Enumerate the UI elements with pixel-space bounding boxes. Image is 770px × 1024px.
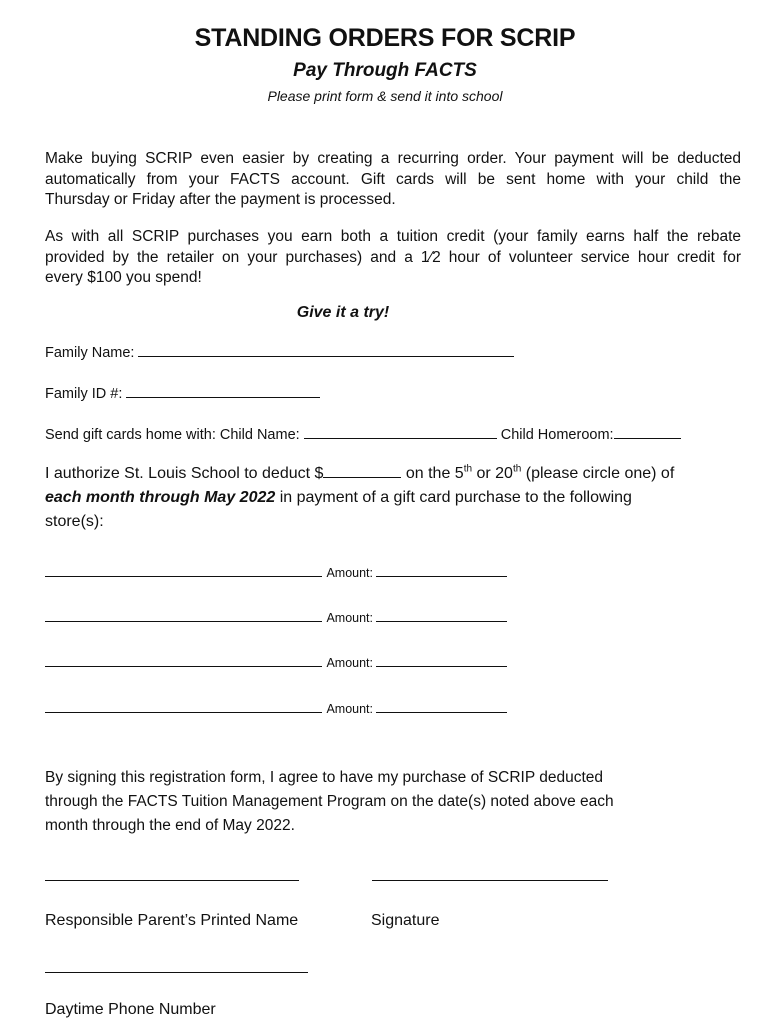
amount-label: Amount: (326, 656, 377, 670)
intro-paragraph-2 (45, 227, 741, 289)
amount-label: Amount: (326, 566, 377, 580)
homeroom-field[interactable] (614, 424, 681, 439)
store-row (45, 698, 507, 718)
authorization-text: (please circle one) of (521, 465, 675, 482)
homeroom-label: Child Homeroom: (500, 427, 614, 443)
intro-p2-line: every $100 you spend! (45, 269, 202, 286)
intro-p1-line: Thursday or Friday after the payment is processed. (45, 191, 396, 208)
send-home-row (45, 424, 681, 443)
ordinal-suffix: th (512, 463, 522, 475)
authorization-line-2 (45, 486, 674, 510)
authorization-statement (45, 462, 674, 534)
authorization-text: on the 5 (401, 465, 464, 482)
store-row (45, 652, 507, 672)
amount-label: Amount: (326, 611, 377, 625)
family-id-field[interactable] (126, 383, 320, 398)
authorization-text: or 20 (472, 465, 513, 482)
print-instruction: Please print form & send it into school (267, 88, 503, 104)
store-name-field[interactable] (45, 698, 322, 713)
store-name-field[interactable] (45, 607, 322, 622)
family-id-label: Family ID #: (45, 386, 127, 402)
parent-name-label: Responsible Parent’s Printed Name (45, 912, 299, 929)
store-name-field[interactable] (45, 652, 322, 667)
phone-label: Daytime Phone Number (45, 1001, 216, 1018)
ordinal-suffix: th (463, 463, 473, 475)
authorization-text: I authorize St. Louis School to deduct $ (45, 465, 324, 482)
signature-field[interactable] (372, 880, 608, 881)
consent-line: through the FACTS Tuition Management Program on the date(s) noted above each (45, 793, 614, 810)
authorization-line-1 (45, 462, 674, 486)
store-row (45, 607, 507, 627)
amount-label: Amount: (326, 702, 377, 716)
intro-p1-line: Make buying SCRIP even easier by creating a recurring order. Your payment will be deducted (45, 150, 741, 167)
intro-p2-line: As with all SCRIP purchases you earn both a tuition credit (your family earns half the rebate (45, 228, 741, 245)
family-name-row (45, 342, 514, 361)
page-title: STANDING ORDERS FOR SCRIP (194, 24, 576, 52)
consent-line: month through the end of May 2022. (45, 817, 295, 834)
intro-p2-line: provided by the retailer on your purchases) and a 1⁄2 hour of volunteer service hour credit for (45, 248, 741, 266)
intro-paragraph-1 (45, 149, 741, 211)
family-name-field[interactable] (138, 342, 514, 357)
store-row (45, 562, 507, 582)
authorization-emphasis: each month through May 2022 (45, 489, 276, 506)
store-amount-field[interactable] (376, 607, 507, 622)
parent-name-field[interactable] (45, 880, 299, 881)
family-name-label: Family Name: (45, 345, 139, 361)
store-amount-field[interactable] (376, 562, 507, 577)
consent-statement (45, 766, 614, 838)
authorization-text: in payment of a gift card purchase to the following (275, 489, 632, 506)
family-id-row (45, 383, 320, 402)
store-amount-field[interactable] (376, 652, 507, 667)
intro-p1-line: automatically from your FACTS account. Gift cards will be sent home with your child the (45, 170, 741, 188)
call-to-action: Give it a try! (296, 304, 390, 321)
store-name-field[interactable] (45, 562, 322, 577)
consent-line: By signing this registration form, I agree to have my purchase of SCRIP deducted (45, 769, 603, 786)
page-subtitle: Pay Through FACTS (293, 60, 477, 81)
child-name-field[interactable] (304, 424, 497, 439)
store-amount-field[interactable] (376, 698, 507, 713)
child-name-label: Send gift cards home with: Child Name: (45, 427, 304, 443)
authorization-line-3: store(s): (45, 513, 104, 530)
deduct-amount-field[interactable] (323, 463, 401, 478)
signature-label: Signature (371, 912, 440, 929)
phone-field[interactable] (45, 972, 308, 973)
